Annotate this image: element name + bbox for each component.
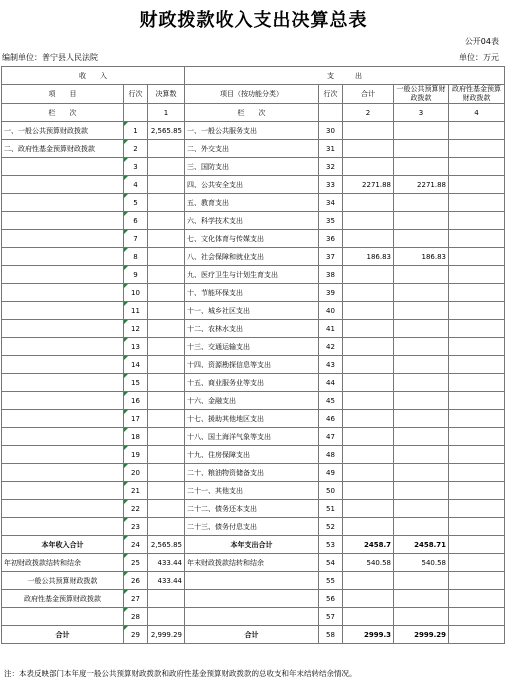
expense-row-no: 35 (319, 212, 343, 230)
sub1-value: 433.44 (148, 572, 185, 590)
expense-gov-fund (449, 140, 505, 158)
general-budget-header: 一般公共预算财政拨款 (394, 85, 449, 104)
income-value (148, 320, 185, 338)
income-row-no: 14 (124, 356, 148, 374)
final-amount-header: 决算数 (148, 85, 185, 104)
income-item (2, 392, 124, 410)
income-value (148, 482, 185, 500)
expense-general (394, 392, 449, 410)
expense-item: 十三、交通运输支出 (185, 338, 319, 356)
col-2: 2 (343, 104, 394, 122)
expense-total (343, 122, 394, 140)
expense-total (343, 194, 394, 212)
expense-gov-fund (449, 122, 505, 140)
expense-total (343, 320, 394, 338)
expense-item: 十四、资源勘探信息等支出 (185, 356, 319, 374)
col-3: 3 (394, 104, 449, 122)
table-row (2, 374, 505, 392)
report-title: 财政拨款收入支出决算总表 (139, 10, 368, 31)
expense-row-no: 43 (319, 356, 343, 374)
expense-gov-fund (449, 374, 505, 392)
expense-total (343, 518, 394, 536)
expense-row-no: 30 (319, 122, 343, 140)
income-total-label: 本年收入合计 (2, 536, 124, 554)
table-row (2, 320, 505, 338)
income-row-no: 21 (124, 482, 148, 500)
income-item (2, 338, 124, 356)
income-item (2, 320, 124, 338)
expense-gov-fund (449, 284, 505, 302)
expense-gov-fund (449, 248, 505, 266)
expense-gov-fund (449, 230, 505, 248)
expense-total (343, 230, 394, 248)
table-row (2, 446, 505, 464)
income-value (148, 356, 185, 374)
income-value (148, 338, 185, 356)
income-row-no: 5 (124, 194, 148, 212)
expense-row-no: 31 (319, 140, 343, 158)
expense-item: 十六、金融支出 (185, 392, 319, 410)
expense-total (343, 464, 394, 482)
income-item (2, 356, 124, 374)
expense-total (343, 284, 394, 302)
table-row (2, 428, 505, 446)
carry-out-general: 540.58 (394, 554, 449, 572)
expense-total: 2271.88 (343, 176, 394, 194)
expense-item: 十九、住房保障支出 (185, 446, 319, 464)
income-item: 二、政府性基金预算财政拨款 (2, 140, 124, 158)
footnote: 注：本表反映部门本年度一般公共预算财政拨款和政府性基金预算财政拨款的总收支和年末结转结余情况。 (4, 669, 357, 678)
income-value (148, 140, 185, 158)
unit-measure: 单位：万元 (459, 53, 499, 62)
expense-gov-fund (449, 446, 505, 464)
income-item (2, 194, 124, 212)
expense-general (394, 266, 449, 284)
income-item (2, 374, 124, 392)
gov-fund-header: 政府性基金预算财政拨款 (449, 85, 505, 104)
income-value (148, 230, 185, 248)
carry-in-label: 年初财政拨款结转和结余 (2, 554, 124, 572)
carry-in-value: 433.44 (148, 554, 185, 572)
income-item (2, 248, 124, 266)
table-row (2, 266, 505, 284)
table-row (2, 194, 505, 212)
expense-row-no: 32 (319, 158, 343, 176)
table-row (2, 302, 505, 320)
income-value (148, 392, 185, 410)
expense-item: 二十一、其他支出 (185, 482, 319, 500)
sub2-label: 政府性基金预算财政拨款 (2, 590, 124, 608)
carry-out-label: 年末财政拨款结转和结余 (185, 554, 319, 572)
expense-gov-fund (449, 500, 505, 518)
expense-total-total: 2458.7 (343, 536, 394, 554)
expense-gov-fund (449, 428, 505, 446)
expense-item: 二十二、债务还本支出 (185, 500, 319, 518)
expense-general (394, 194, 449, 212)
expense-gov-fund (449, 212, 505, 230)
income-row-no: 11 (124, 302, 148, 320)
income-row-no: 19 (124, 446, 148, 464)
expense-row-no: 51 (319, 500, 343, 518)
table-row (2, 356, 505, 374)
income-row-no: 12 (124, 320, 148, 338)
income-total-value: 2,565.85 (148, 536, 185, 554)
expense-item: 二十、粮油物资储备支出 (185, 464, 319, 482)
expense-item: 十二、农林水支出 (185, 320, 319, 338)
expense-gov-fund (449, 194, 505, 212)
expense-general (394, 464, 449, 482)
expense-total (343, 428, 394, 446)
income-value (148, 176, 185, 194)
blank-right-no: 57 (319, 608, 343, 626)
income-value (148, 410, 185, 428)
income-row-no: 22 (124, 500, 148, 518)
expense-item: 一、一般公共服务支出 (185, 122, 319, 140)
income-item (2, 158, 124, 176)
fiscal-table (1, 66, 505, 644)
income-value (148, 266, 185, 284)
expense-general (394, 374, 449, 392)
table-row (2, 338, 505, 356)
income-row-no: 1 (124, 122, 148, 140)
income-row-no: 20 (124, 464, 148, 482)
col-1: 1 (148, 104, 185, 122)
expense-gov-fund (449, 266, 505, 284)
sub1-no: 26 (124, 572, 148, 590)
income-row-no: 15 (124, 374, 148, 392)
income-row-no: 13 (124, 338, 148, 356)
income-item (2, 176, 124, 194)
expense-gov-fund (449, 356, 505, 374)
expense-general (394, 230, 449, 248)
expense-general (394, 356, 449, 374)
income-row-no: 8 (124, 248, 148, 266)
income-row-no: 17 (124, 410, 148, 428)
carry-in-no: 25 (124, 554, 148, 572)
carry-out-total: 540.58 (343, 554, 394, 572)
expense-gov-fund (449, 158, 505, 176)
expense-item: 三、国防支出 (185, 158, 319, 176)
income-value (148, 158, 185, 176)
income-row-no: 9 (124, 266, 148, 284)
income-total-no: 24 (124, 536, 148, 554)
table-row (2, 176, 505, 194)
row-no-header: 行次 (124, 85, 148, 104)
sub2-no: 27 (124, 590, 148, 608)
income-row-no: 7 (124, 230, 148, 248)
expense-general (394, 518, 449, 536)
expense-gov-fund (449, 176, 505, 194)
table-row (2, 158, 505, 176)
expense-item: 五、教育支出 (185, 194, 319, 212)
expense-total (343, 374, 394, 392)
table-row (2, 284, 505, 302)
expense-row-no: 34 (319, 194, 343, 212)
expense-gov-fund (449, 338, 505, 356)
col-4: 4 (449, 104, 505, 122)
expense-total-general: 2458.71 (394, 536, 449, 554)
expense-item: 四、公共安全支出 (185, 176, 319, 194)
income-item (2, 410, 124, 428)
income-row-no: 6 (124, 212, 148, 230)
income-value (148, 284, 185, 302)
expense-row-no: 36 (319, 230, 343, 248)
income-item (2, 230, 124, 248)
income-item (2, 212, 124, 230)
total-header: 合计 (343, 85, 394, 104)
table-row (2, 464, 505, 482)
expense-general (394, 482, 449, 500)
expense-total: 186.83 (343, 248, 394, 266)
income-value (148, 302, 185, 320)
expense-total (343, 158, 394, 176)
expense-row-no: 49 (319, 464, 343, 482)
income-row-no: 16 (124, 392, 148, 410)
income-value (148, 194, 185, 212)
income-item (2, 302, 124, 320)
expense-row-no: 41 (319, 320, 343, 338)
table-row (2, 230, 505, 248)
expense-general: 2271.88 (394, 176, 449, 194)
blank-no: 28 (124, 608, 148, 626)
item-function-header: 项目（按功能分类） (185, 85, 319, 104)
income-row-no: 3 (124, 158, 148, 176)
income-item (2, 284, 124, 302)
carry-out-no: 54 (319, 554, 343, 572)
income-row-no: 18 (124, 428, 148, 446)
expense-general (394, 122, 449, 140)
expense-total (343, 212, 394, 230)
expense-item: 十、节能环保支出 (185, 284, 319, 302)
income-value (148, 500, 185, 518)
grand-total-label-right: 合计 (185, 626, 319, 644)
table-row (2, 122, 505, 140)
grand-total-label: 合计 (2, 626, 124, 644)
income-row-no: 10 (124, 284, 148, 302)
table-row (2, 248, 505, 266)
expense-row-no: 44 (319, 374, 343, 392)
expense-item: 二十三、债务付息支出 (185, 518, 319, 536)
expense-total (343, 392, 394, 410)
expense-gov-fund (449, 320, 505, 338)
expense-header: 支 出 (185, 67, 505, 85)
table-row (2, 518, 505, 536)
sub2-right-no: 56 (319, 590, 343, 608)
item-header: 项 目 (2, 85, 124, 104)
income-item (2, 482, 124, 500)
expense-total (343, 500, 394, 518)
expense-general (394, 212, 449, 230)
grand-total-total: 2999.3 (343, 626, 394, 644)
table-row (2, 392, 505, 410)
expense-row-no: 46 (319, 410, 343, 428)
expense-total (343, 446, 394, 464)
expense-row-no: 40 (319, 302, 343, 320)
expense-total (343, 338, 394, 356)
expense-general (394, 140, 449, 158)
expense-general (394, 284, 449, 302)
expense-general (394, 428, 449, 446)
income-row-no: 23 (124, 518, 148, 536)
expense-general (394, 500, 449, 518)
expense-row-no: 42 (319, 338, 343, 356)
form-code: 公开04表 (464, 37, 499, 46)
grand-total-right-no: 58 (319, 626, 343, 644)
expense-row-no: 37 (319, 248, 343, 266)
sub1-right-no: 55 (319, 572, 343, 590)
unit-org: 编制单位：普宁县人民法院 (2, 53, 98, 62)
grand-total-general: 2999.29 (394, 626, 449, 644)
income-value (148, 446, 185, 464)
expense-gov-fund (449, 482, 505, 500)
income-header: 收 入 (2, 67, 185, 85)
expense-gov-fund (449, 302, 505, 320)
income-row-no: 4 (124, 176, 148, 194)
expense-item: 九、医疗卫生与计划生育支出 (185, 266, 319, 284)
expense-gov-fund (449, 392, 505, 410)
income-item (2, 428, 124, 446)
table-row (2, 482, 505, 500)
income-value (148, 464, 185, 482)
expense-gov-fund (449, 518, 505, 536)
grand-total-no: 29 (124, 626, 148, 644)
expense-total (343, 356, 394, 374)
expense-row-no: 38 (319, 266, 343, 284)
expense-general (394, 320, 449, 338)
income-value (148, 374, 185, 392)
income-value: 2,565.85 (148, 122, 185, 140)
expense-total (343, 302, 394, 320)
col-label: 栏 次 (2, 104, 124, 122)
expense-row-no: 50 (319, 482, 343, 500)
table-row (2, 410, 505, 428)
expense-row-no: 39 (319, 284, 343, 302)
expense-general (394, 446, 449, 464)
income-item: 一、一般公共预算财政拨款 (2, 122, 124, 140)
expense-general (394, 158, 449, 176)
expense-row-no: 48 (319, 446, 343, 464)
expense-row-no: 45 (319, 392, 343, 410)
expense-gov-fund (449, 410, 505, 428)
expense-item: 十一、城乡社区支出 (185, 302, 319, 320)
expense-total (343, 266, 394, 284)
sub1-label: 一般公共预算财政拨款 (2, 572, 124, 590)
expense-general: 186.83 (394, 248, 449, 266)
expense-item: 十八、国土海洋气象等支出 (185, 428, 319, 446)
grand-total-value: 2,999.29 (148, 626, 185, 644)
expense-total-no: 53 (319, 536, 343, 554)
expense-item: 十五、商业服务业等支出 (185, 374, 319, 392)
row-no2-header: 行次 (319, 85, 343, 104)
income-value (148, 212, 185, 230)
income-value (148, 518, 185, 536)
col-label2: 栏 次 (185, 104, 319, 122)
table-row (2, 212, 505, 230)
expense-total (343, 410, 394, 428)
expense-general (394, 302, 449, 320)
expense-total (343, 140, 394, 158)
expense-item: 十七、援助其他地区支出 (185, 410, 319, 428)
income-item (2, 446, 124, 464)
expense-item: 六、科学技术支出 (185, 212, 319, 230)
expense-row-no: 33 (319, 176, 343, 194)
income-value (148, 248, 185, 266)
table-row (2, 140, 505, 158)
table-row (2, 500, 505, 518)
expense-item: 七、文化体育与传媒支出 (185, 230, 319, 248)
expense-total (343, 482, 394, 500)
income-item (2, 464, 124, 482)
expense-row-no: 47 (319, 428, 343, 446)
expense-item: 二、外交支出 (185, 140, 319, 158)
income-item (2, 266, 124, 284)
expense-general (394, 410, 449, 428)
expense-item: 八、社会保障和就业支出 (185, 248, 319, 266)
income-item (2, 500, 124, 518)
expense-general (394, 338, 449, 356)
expense-row-no: 52 (319, 518, 343, 536)
expense-gov-fund (449, 464, 505, 482)
income-value (148, 428, 185, 446)
income-item (2, 518, 124, 536)
income-row-no: 2 (124, 140, 148, 158)
expense-total-label: 本年支出合计 (185, 536, 319, 554)
